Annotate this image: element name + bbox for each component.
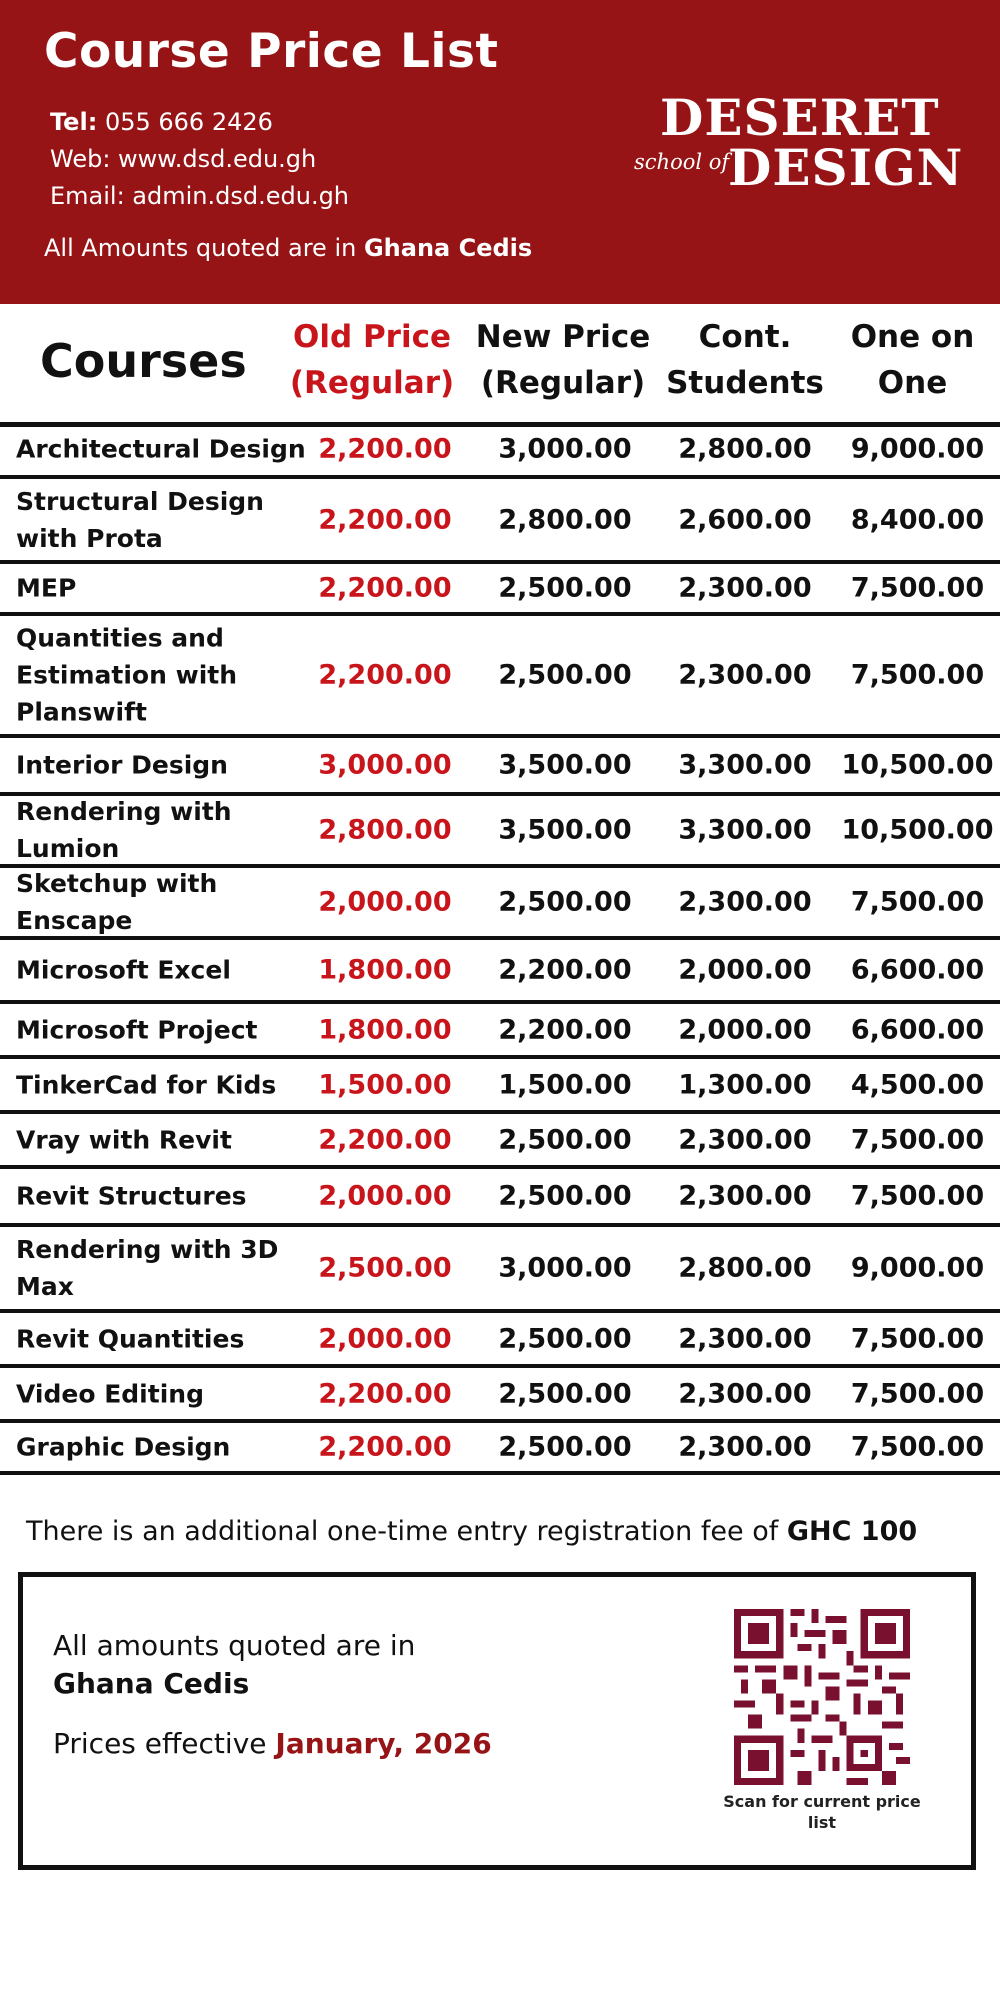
course-name: Microsoft Excel (16, 955, 231, 985)
phone-number: 055 666 2426 (104, 108, 273, 136)
new-price: 2,800.00 (498, 504, 632, 535)
old-price: 2,000.00 (318, 1323, 452, 1354)
one-on-one-price: 7,500.00 (850, 1378, 985, 1409)
qr-code-icon[interactable] (727, 1609, 917, 1785)
old-price: 1,800.00 (318, 1014, 452, 1045)
one-on-one-price: 9,000.00 (850, 433, 985, 464)
table-row (0, 940, 1000, 1004)
course-name: Architectural Design (16, 434, 306, 463)
course-name: Quantities and Estimation with Planswift (16, 623, 238, 727)
one-on-one-price: 4,500.00 (850, 1069, 985, 1100)
registration-fee-amount: GHC 100 (786, 1516, 918, 1547)
cont-students-price: 2,300.00 (678, 1431, 812, 1463)
one-on-one-price: 7,500.00 (850, 886, 985, 918)
one-on-one-price: 8,400.00 (850, 504, 985, 535)
header-one-l1: One on (850, 319, 975, 355)
table-row (0, 1313, 1000, 1368)
logo-school-of: school of (634, 150, 730, 174)
cont-students-price: 2,300.00 (678, 1124, 812, 1155)
website-line: Web: www.dsd.edu.gh (50, 145, 317, 173)
table-row (0, 738, 1000, 796)
one-on-one-price: 7,500.00 (850, 1124, 985, 1155)
one-on-one-price: 7,500.00 (850, 1431, 985, 1463)
cont-students-price: 2,600.00 (678, 504, 812, 535)
new-price: 2,200.00 (498, 954, 632, 986)
cont-students-price: 2,300.00 (678, 659, 812, 691)
new-price: 2,500.00 (498, 1323, 632, 1354)
old-price: 2,000.00 (318, 1180, 452, 1212)
course-name: Vray with Revit (16, 1125, 232, 1154)
header-old-price (282, 314, 462, 406)
old-price: 2,200.00 (318, 572, 452, 604)
header-banner (0, 0, 1000, 304)
old-price: 2,500.00 (318, 1252, 452, 1284)
table-row (0, 1169, 1000, 1227)
table-row (0, 564, 1000, 616)
table-row (0, 796, 1000, 868)
currency-name: Ghana Cedis (363, 234, 533, 262)
contact-info (50, 104, 349, 215)
old-price: 2,200.00 (318, 1431, 452, 1463)
box-currency-text: All amounts quoted are in (53, 1629, 416, 1662)
table-row (0, 616, 1000, 738)
header-new-price-l1: New Price (475, 319, 651, 355)
new-price: 2,500.00 (498, 659, 632, 691)
table-row (0, 1004, 1000, 1059)
cont-students-price: 2,300.00 (678, 1378, 812, 1409)
effective-date: January, 2026 (275, 1727, 492, 1760)
course-name: Structural Design with Prota (16, 486, 264, 553)
new-price: 2,500.00 (498, 1180, 632, 1212)
one-on-one-price: 7,500.00 (850, 1180, 985, 1212)
table-header (0, 304, 1000, 422)
old-price: 2,800.00 (318, 814, 452, 846)
old-price: 2,200.00 (318, 659, 452, 691)
new-price: 3,500.00 (498, 814, 632, 846)
table-row (0, 479, 1000, 564)
cont-students-price: 2,800.00 (678, 1252, 812, 1284)
course-name: TinkerCad for Kids (16, 1070, 277, 1099)
course-name: Microsoft Project (16, 1015, 258, 1044)
cont-students-price: 3,300.00 (678, 749, 812, 781)
new-price: 2,500.00 (498, 1378, 632, 1409)
course-name: Rendering with 3D Max (16, 1235, 279, 1301)
one-on-one-price: 9,000.00 (850, 1252, 985, 1284)
new-price: 2,200.00 (498, 1014, 632, 1045)
email-line: Email: admin.dsd.edu.gh (50, 182, 350, 210)
course-name: Revit Structures (16, 1181, 247, 1211)
new-price: 3,000.00 (498, 433, 632, 464)
header-cont-l1: Cont. (698, 319, 792, 355)
old-price: 2,200.00 (318, 504, 452, 535)
table-row (0, 868, 1000, 940)
header-old-price-l2: (Regular) (289, 365, 455, 401)
one-on-one-price: 10,500.00 (841, 814, 994, 846)
new-price: 2,500.00 (498, 572, 632, 604)
course-name: Sketchup with Enscape (16, 869, 218, 935)
cont-students-price: 1,300.00 (678, 1069, 812, 1100)
qr-caption: Scan for current price list (723, 1792, 921, 1832)
new-price: 3,500.00 (498, 749, 632, 781)
one-on-one-price: 7,500.00 (850, 572, 985, 604)
page-title: Course Price List (44, 24, 499, 79)
old-price: 1,800.00 (318, 954, 452, 986)
new-price: 2,500.00 (498, 886, 632, 918)
header-courses: Courses (40, 334, 247, 388)
phone-label: Tel: (50, 108, 98, 136)
course-name: MEP (16, 573, 77, 603)
new-price: 2,500.00 (498, 1124, 632, 1155)
logo-deseret: DESERET (660, 88, 940, 147)
course-name: Revit Quantities (16, 1324, 245, 1353)
currency-note-prefix: All Amounts quoted are in (44, 234, 357, 262)
cont-students-price: 2,800.00 (678, 433, 812, 464)
cont-students-price: 3,300.00 (678, 814, 812, 846)
cont-students-price: 2,300.00 (678, 1180, 812, 1212)
header-cont-students (660, 314, 830, 406)
table-row (0, 422, 1000, 479)
new-price: 1,500.00 (498, 1069, 632, 1100)
cont-students-price: 2,300.00 (678, 1323, 812, 1354)
course-name: Video Editing (16, 1379, 204, 1408)
course-name: Graphic Design (16, 1432, 231, 1462)
header-one-l2: One (877, 365, 948, 401)
price-table (0, 422, 1000, 1475)
registration-fee-note (26, 1516, 917, 1547)
phone-line (50, 104, 349, 141)
old-price: 2,200.00 (318, 433, 452, 464)
cont-students-price: 2,000.00 (678, 954, 812, 986)
box-currency-name: Ghana Cedis (53, 1667, 250, 1700)
effective-prefix: Prices effective (53, 1727, 267, 1760)
table-row (0, 1059, 1000, 1114)
old-price: 2,000.00 (318, 886, 452, 918)
old-price: 2,200.00 (318, 1378, 452, 1409)
logo-design: DESIGN (728, 138, 964, 197)
one-on-one-price: 6,600.00 (850, 954, 985, 986)
header-one-on-one (830, 314, 995, 406)
one-on-one-price: 6,600.00 (850, 1014, 985, 1045)
header-old-price-l1: Old Price (293, 319, 451, 355)
one-on-one-price: 7,500.00 (850, 659, 985, 691)
course-name: Rendering with Lumion (16, 797, 232, 863)
table-row (0, 1368, 1000, 1423)
cont-students-price: 2,000.00 (678, 1014, 812, 1045)
cont-students-price: 2,300.00 (678, 572, 812, 604)
header-new-price (468, 314, 658, 406)
header-new-price-l2: (Regular) (480, 365, 646, 401)
table-row (0, 1114, 1000, 1169)
new-price: 2,500.00 (498, 1431, 632, 1463)
old-price: 2,200.00 (318, 1124, 452, 1155)
table-row (0, 1423, 1000, 1475)
new-price: 3,000.00 (498, 1252, 632, 1284)
one-on-one-price: 10,500.00 (841, 749, 994, 781)
old-price: 3,000.00 (318, 749, 452, 781)
header-cont-l2: Students (666, 365, 824, 401)
registration-fee-text: There is an additional one-time entry registration fee of (26, 1516, 779, 1547)
table-row (0, 1227, 1000, 1313)
info-box (18, 1572, 976, 1870)
cont-students-price: 2,300.00 (678, 886, 812, 918)
school-logo (630, 88, 970, 198)
course-name: Interior Design (16, 750, 228, 780)
currency-note (44, 234, 532, 262)
one-on-one-price: 7,500.00 (850, 1323, 985, 1354)
old-price: 1,500.00 (318, 1069, 452, 1100)
effective-date-line (53, 1727, 492, 1760)
